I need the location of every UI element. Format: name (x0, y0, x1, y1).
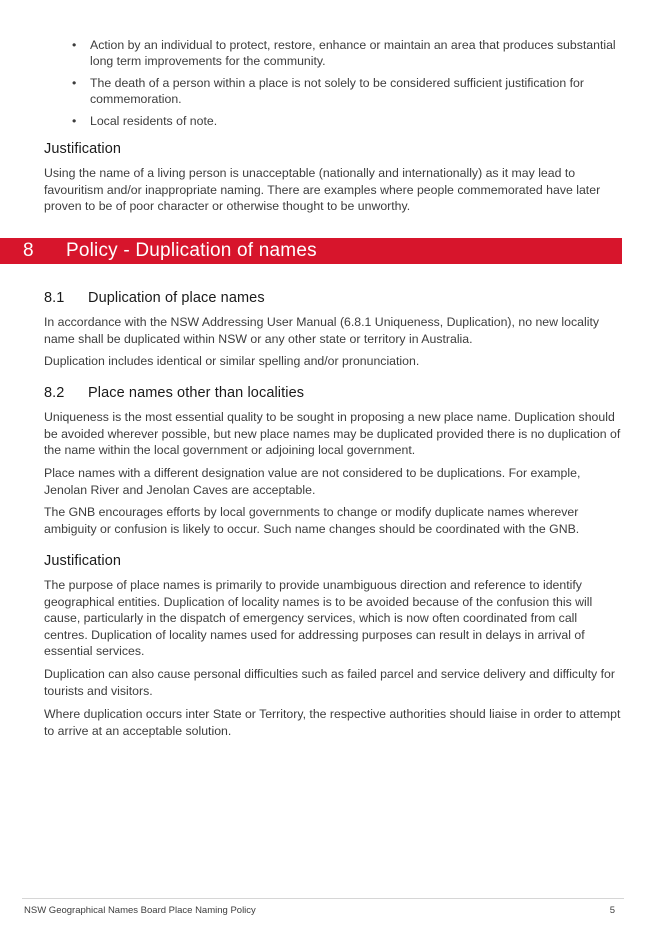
bullet-list (72, 38, 624, 137)
subsection-8-1-heading (44, 290, 265, 306)
bullet-icon: • (72, 114, 77, 128)
justification-paragraph: Where duplication occurs inter State or Territory, the respective authorities should liaise in order to attempt to arrive at an acceptable solution. (44, 707, 621, 738)
section-number: 8 (23, 240, 34, 261)
footer-divider (22, 898, 624, 899)
justification-paragraph: Duplication can also cause personal difficulties such as failed parcel and service delivery and difficulty for tourists and visitors. (44, 667, 615, 698)
bullet-icon: • (72, 76, 77, 90)
section-8-banner (0, 238, 622, 264)
subsection-8-2-paragraph: The GNB encourages efforts by local governments to change or modify duplicate names wherever ambiguity or confusion is likely to occur. Such name changes should be coordinated with the GNB. (44, 505, 580, 536)
subsection-8-1-paragraph: In accordance with the NSW Addressing User Manual (6.8.1 Uniqueness, Duplication), no new locality name shall be duplicated within NSW or any other state or territory in Australia. (44, 315, 600, 346)
footer-document-title: NSW Geographical Names Board Place Naming Policy (24, 905, 256, 916)
justification-heading: Justification (44, 553, 122, 569)
subsection-8-2-paragraph: Uniqueness is the most essential quality to be sought in proposing a new place name. Duplication should be avoided wherever possible, but new place names may be duplicated provided there is no duplication of the name within the local government or adjoining local government. (44, 410, 621, 457)
list-item (72, 114, 624, 130)
section-title: Policy - Duplication of names (66, 240, 317, 261)
list-item-text: Action by an individual to protect, restore, enhance or maintain an area that produces substantial long term improvements for the community. (90, 38, 616, 68)
subsection-8-2-heading (44, 385, 304, 401)
list-item-text: Local residents of note. (90, 114, 218, 128)
subsection-8-1-paragraph: Duplication includes identical or similar spelling and/or pronunciation. (44, 354, 420, 368)
list-item (72, 38, 624, 69)
footer-page-number: 5 (609, 905, 615, 916)
justification-heading: Justification (44, 141, 122, 157)
justification-paragraph: The purpose of place names is primarily to provide unambiguous direction and reference to identify geographical entities. Duplication of locality names is to be avoided because of the confusion this will cause, particularly in the dispatch of emergency services, which is now often coordinated from call centres. Duplication of locality names used for addressing purposes can result in delays in arrival of essential services. (44, 578, 593, 658)
list-item-text: The death of a person within a place is not solely to be considered sufficient justification for commemoration. (90, 76, 584, 106)
list-item (72, 76, 624, 107)
subsection-number: 8.1 (44, 290, 65, 306)
subsection-8-2-paragraph: Place names with a different designation value are not considered to be duplications. For example, Jenolan River and Jenolan Caves are acceptable. (44, 466, 581, 497)
subsection-title: Duplication of place names (88, 290, 265, 306)
justification-paragraph: Using the name of a living person is unacceptable (nationally and internationally) as it may lead to favouritism and/or inappropriate naming. There are examples where people commemorated have later proven to be of poor character or otherwise thought to be unworthy. (44, 166, 601, 213)
subsection-title: Place names other than localities (88, 385, 305, 401)
bullet-icon: • (72, 38, 77, 52)
subsection-number: 8.2 (44, 385, 65, 401)
